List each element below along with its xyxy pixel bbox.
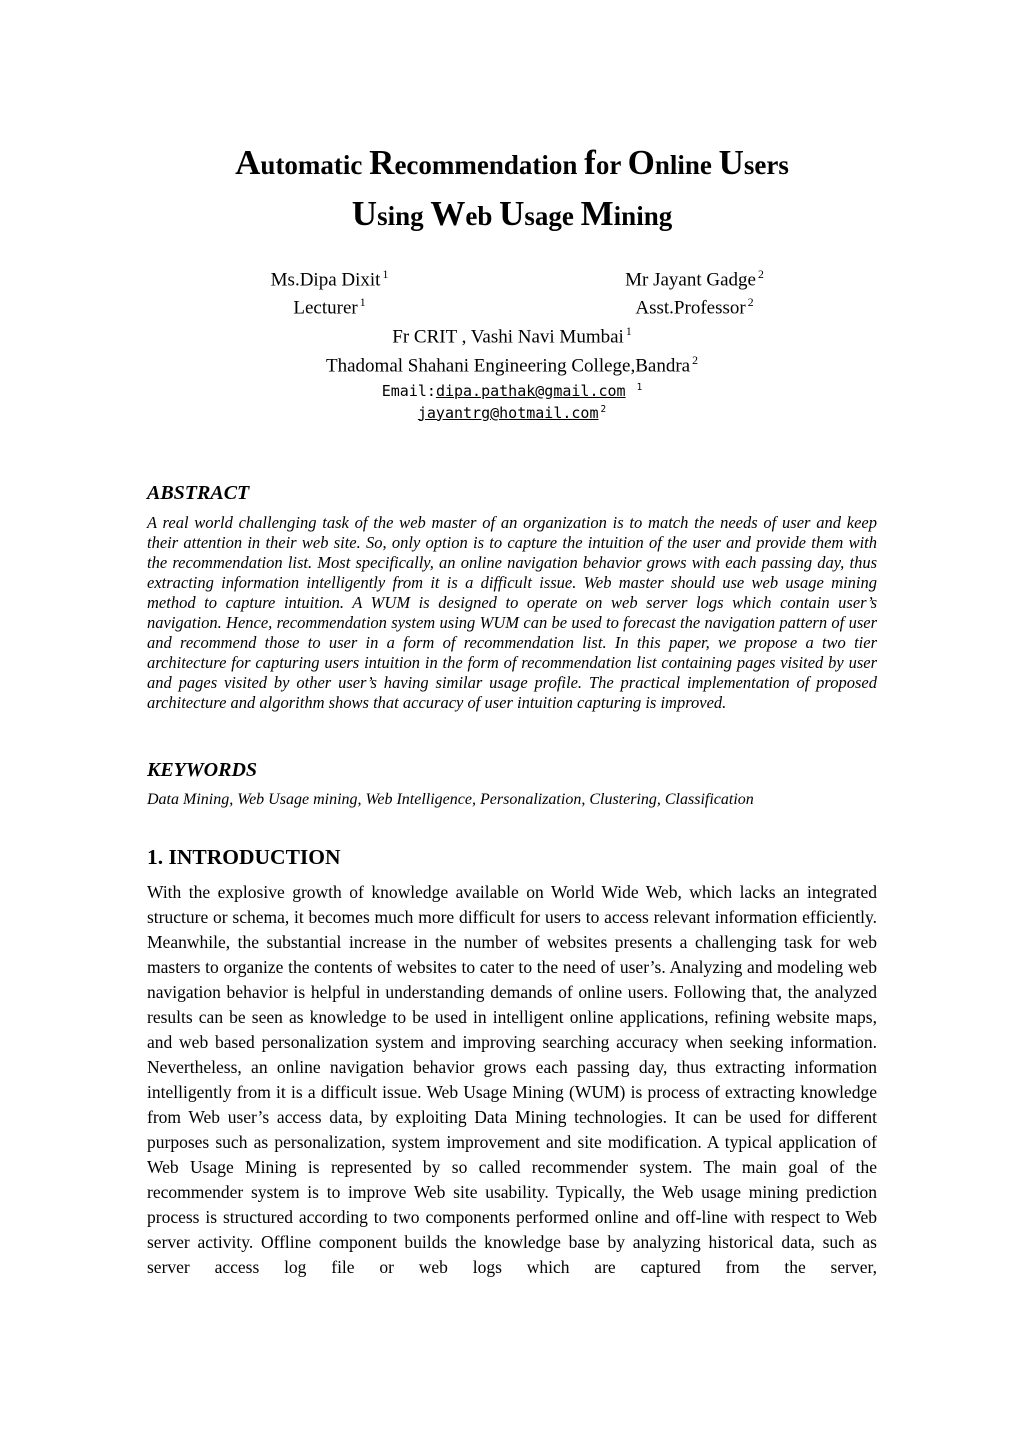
paper-title <box>147 138 877 240</box>
abstract-section <box>147 482 877 713</box>
keywords-body: Data Mining, Web Usage mining, Web Intelligence, Personalization, Clustering, Classification <box>147 791 754 809</box>
keywords-section <box>147 759 877 811</box>
author-name-left <box>147 266 512 295</box>
email-link-1[interactable]: dipa.pathak@gmail.com <box>435 381 626 400</box>
paper-title-line2: Using Web Usage Mining <box>351 193 673 233</box>
email-line-2 <box>147 403 877 425</box>
introduction-section <box>147 845 877 1280</box>
author-name-left-sup: 1 <box>382 267 389 281</box>
email-link-2[interactable]: jayantrg@hotmail.com <box>417 403 599 422</box>
affiliation-2-sup: 2 <box>692 353 698 367</box>
email-label: Email: <box>381 381 436 400</box>
affiliation-1-text: Fr CRIT , Vashi Navi Mumbai <box>392 326 624 348</box>
author-name-right-sup: 2 <box>757 267 764 281</box>
keywords-heading: KEYWORDS <box>147 759 258 782</box>
author-name-right-text: Mr Jayant Gadge <box>625 268 756 290</box>
abstract-body: A real world challenging task of the web master of an organization is to match the needs of user and keep their attention in their web site. So, only option is to capture the intuition of the user and provide them with the recommendation list. Most specifically, an online navigation behavior grows with each passing day, thus extracting information intelligently from it is a difficult issue. Web master should use web usage mining method to capture intuition. A WUM is designed to operate on web server logs which contain user’s navigation. Hence, recommendation system using WUM can be used to forecast the navigation pattern of user and recommend those to user in a form of recommendation list. In this paper, we propose a two tier architecture for capturing users intuition in the form of recommendation list containing pages visited by user and pages visited by other user’s having similar usage profile. The practical implementation of proposed architecture and algorithm shows that accuracy of user intuition capturing is improved. <box>147 513 877 713</box>
introduction-heading: 1. INTRODUCTION <box>147 845 341 870</box>
author-role-left-sup: 1 <box>359 296 366 310</box>
affiliation-2-text: Thadomal Shahani Engineering College,Bandra <box>326 355 691 377</box>
email-1-sup: 1 <box>636 381 643 393</box>
paper-title-line1: Automatic Recommendation for Online Users <box>235 143 789 182</box>
author-name-right <box>512 266 877 295</box>
authors-block <box>147 266 877 425</box>
author-names-row <box>147 266 877 295</box>
email-line-1 <box>147 381 877 403</box>
author-role-right-text: Asst.Professor <box>635 297 746 319</box>
author-role-right <box>512 294 877 323</box>
author-roles-row <box>147 294 877 323</box>
author-name-left-text: Ms.Dipa Dixit <box>270 268 381 290</box>
abstract-heading: ABSTRACT <box>147 482 250 505</box>
affiliation-1 <box>147 323 877 352</box>
author-role-left <box>147 294 512 323</box>
author-role-right-sup: 2 <box>747 296 754 310</box>
affiliation-1-sup: 1 <box>625 325 632 339</box>
introduction-body: With the explosive growth of knowledge available on World Wide Web, which lacks an integrated structure or schema, it becomes much more difficult for users to access relevant information efficiently. Meanwhile, the substantial increase in the number of websites presents a challenging task for web masters to organize the contents of websites to cater to the need of user’s. Analyzing and modeling web navigation behavior is helpful in understanding demands of online users. Following that, the analyzed results can be seen as knowledge to be used in intelligent online applications, refining website maps, and web based personalization system and improving searching accuracy when seeking information. Nevertheless, an online navigation behavior grows each passing day, thus extracting information intelligently from it is a difficult issue. Web Usage Mining (WUM) is process of extracting knowledge from Web user’s access data, by exploiting Data Mining technologies. It can be used for different purposes such as personalization, system improvement and site modification. A typical application of Web Usage Mining is represented by so called recommender system. The main goal of the recommender system is to improve Web site usability. Typically, the Web usage mining prediction process is structured according to two components performed online and off-line with respect to Web server activity. Offline component builds the knowledge base by analyzing historical data, such as server access log file or web logs which are captured from the server, <box>147 882 877 1278</box>
affiliation-2 <box>147 352 877 381</box>
email-2-sup: 2 <box>600 403 607 415</box>
author-role-left-text: Lecturer <box>293 297 358 319</box>
